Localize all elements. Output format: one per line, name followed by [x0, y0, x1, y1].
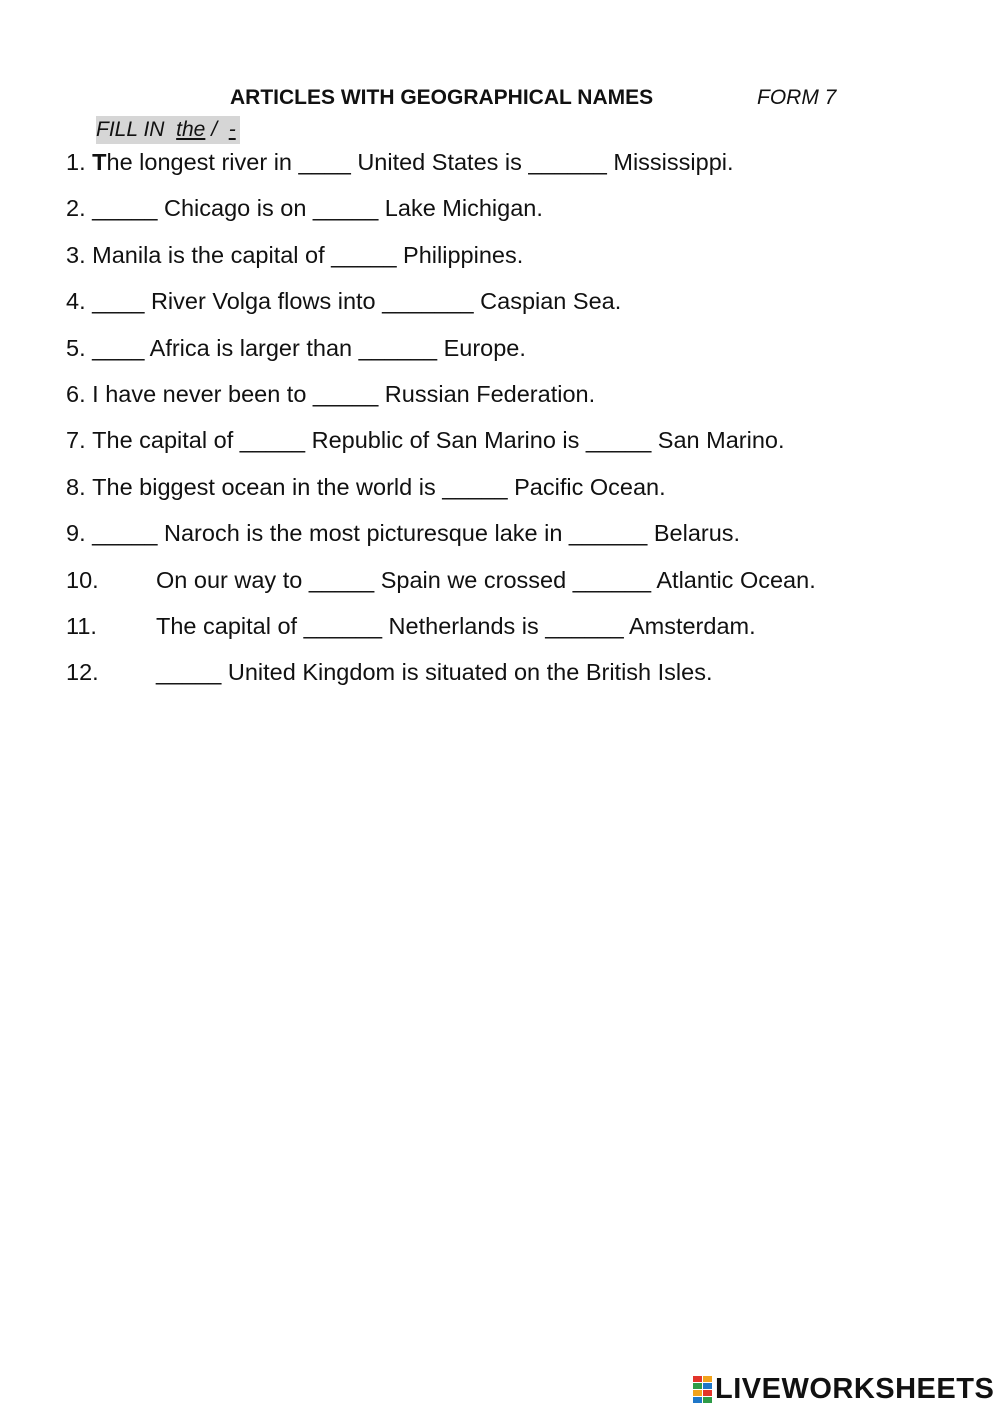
item-number: 2. [66, 195, 93, 222]
item-text: The biggest ocean in the world is _____ Pacific Ocean. [92, 473, 666, 500]
logo-square [703, 1376, 712, 1382]
instruction-dash: - [228, 118, 236, 141]
item-text: he longest river in ____ United States is ______ Mississippi. [106, 149, 734, 175]
exercise-item-9 [66, 516, 740, 550]
item-first-letter: T [92, 149, 107, 175]
item-number: 10. [66, 566, 99, 593]
item-text: I have never been to _____ Russian Federation. [92, 381, 596, 407]
logo-square [703, 1397, 712, 1403]
exercise-item-11 [66, 609, 756, 643]
exercise-item-4 [66, 284, 621, 318]
item-number: 1. [66, 149, 93, 175]
item-number: 12. [66, 659, 99, 686]
item-text: The capital of _____ Republic of San Marino is _____ San Marino. [92, 427, 785, 454]
logo-square [703, 1383, 712, 1389]
exercise-item-10 [66, 563, 816, 597]
exercise-item-3 [66, 238, 523, 272]
instruction [96, 116, 240, 144]
logo-square [693, 1390, 702, 1396]
exercise-item-2 [66, 191, 543, 225]
exercise-item-6 [66, 377, 595, 411]
item-text: _____ United Kingdom is situated on the British Isles. [156, 659, 713, 686]
worksheet-header [0, 86, 1000, 112]
logo-square [693, 1383, 702, 1389]
form-label: FORM 7 [757, 86, 837, 109]
item-text: _____ Naroch is the most picturesque lake in ______ Belarus. [92, 520, 741, 547]
item-text: On our way to _____ Spain we crossed ______ Atlantic Ocean. [156, 566, 816, 593]
instruction-the: the [176, 118, 206, 141]
item-text: The capital of ______ Netherlands is ______ Amsterdam. [156, 613, 756, 639]
item-number: 6. [66, 381, 93, 407]
instruction-sep: / [205, 118, 229, 141]
item-number: 5. [66, 334, 93, 361]
item-number: 4. [66, 288, 93, 315]
item-number: 7. [66, 427, 93, 454]
exercise-item-12 [66, 655, 712, 689]
item-number: 8. [66, 473, 93, 500]
item-text: Manila is the capital of _____ Philippines. [92, 241, 524, 268]
liveworksheets-logo [692, 1373, 994, 1405]
item-text: _____ Chicago is on _____ Lake Michigan. [92, 195, 543, 222]
item-number: 3. [66, 241, 93, 268]
exercise-item-7 [66, 423, 785, 457]
item-text: ____ River Volga flows into _______ Caspian Sea. [92, 288, 622, 315]
logo-square [693, 1397, 702, 1403]
worksheet-title: ARTICLES WITH GEOGRAPHICAL NAMES [230, 86, 654, 109]
item-text: ____ Africa is larger than ______ Europe. [92, 334, 526, 361]
logo-square [693, 1376, 702, 1382]
instruction-prefix: FILL IN [96, 118, 177, 141]
exercise-item-8 [66, 470, 666, 504]
exercise-item-5 [66, 331, 526, 365]
liveworksheets-logo-text: LIVEWORKSHEETS [715, 1372, 995, 1405]
exercise-item-1 [66, 145, 734, 179]
liveworksheets-logo-icon [692, 1375, 712, 1403]
item-number: 9. [66, 520, 93, 547]
item-number: 11. [66, 613, 97, 639]
logo-square [703, 1390, 712, 1396]
